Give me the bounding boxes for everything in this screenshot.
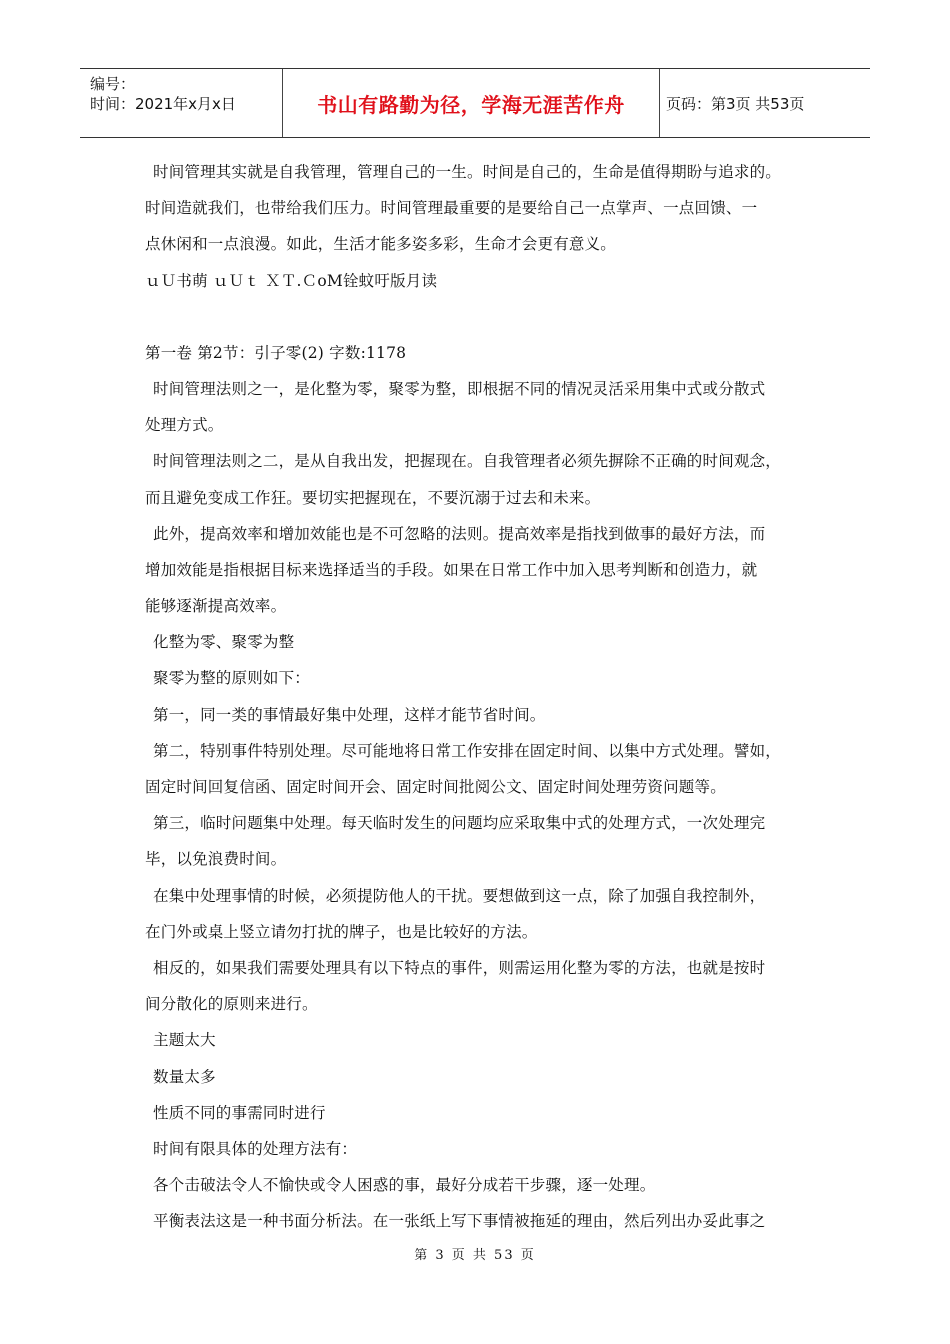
text-line: 固定时间回复信函、固定时间开会、固定时间批阅公文、固定时间处理劳资问题等。	[145, 778, 726, 796]
text-line: 毕，以免浪费时间。	[145, 850, 287, 869]
text-line: 相反的，如果我们需要处理具有以下特点的事件，则需运用化整为零的方法，也就是按时	[153, 958, 766, 977]
document-date: 时间：2021年x月x日	[90, 95, 236, 113]
header-meta-cell	[80, 69, 282, 137]
text-line: 时间管理法则之二，是从自我出发，把握现在。自我管理者必须先摒除不正确的时间观念，	[153, 452, 782, 471]
text-line: 第三，临时问题集中处理。每天临时发生的问题均应采取集中式的处理方式，一次处理完	[153, 814, 766, 833]
text-line: 点休闲和一点浪漫。如此，生活才能多姿多彩，生命才会更有意义。	[145, 235, 617, 254]
text-line: 在集中处理事情的时候，必须提防他人的干扰。要想做到这一点，除了加强自我控制外，	[153, 886, 766, 905]
text-line: 能够逐渐提高效率。	[145, 597, 287, 616]
page-header	[80, 68, 870, 138]
text-line: 增加效能是指根据目标来选择适当的手段。如果在日常工作中加入思考判断和创造力，就	[145, 560, 758, 579]
text-line: 处理方式。	[145, 416, 224, 435]
text-line: 时间管理法则之一，是化整为零，聚零为整，即根据不同的情况灵活采用集中式或分散式	[153, 379, 766, 398]
text-line: 性质不同的事需同时进行	[153, 1103, 326, 1122]
blank-line	[145, 299, 825, 335]
text-line: 此外，提高效率和增加效能也是不可忽略的法则。提高效率是指找到做事的最好方法，而	[153, 524, 766, 543]
text-line: 聚零为整的原则如下：	[153, 669, 311, 688]
header-page-info: 页码：第3页 共53页	[666, 94, 805, 113]
text-line: 数量太多	[153, 1067, 216, 1086]
page-footer: 第 3 页 共 53 页	[414, 1248, 536, 1263]
text-line: 第一，同一类的事情最好集中处理，这样才能节省时间。	[153, 705, 546, 724]
text-line: 各个击破法令人不愉快或令人困惑的事，最好分成若干步骤，逐一处理。	[153, 1176, 656, 1195]
text-line: 化整为零、聚零为整	[153, 633, 295, 652]
text-line: ｕＵ书萌 ｕＵｔ ＸＴ.ＣoM铨蚊吁版月读	[145, 271, 438, 290]
text-line: 间分散化的原则来进行。	[145, 995, 318, 1014]
text-line: 主题太大	[153, 1031, 216, 1050]
text-line: 第二，特别事件特别处理。尽可能地将日常工作安排在固定时间、以集中方式处理。譬如，	[153, 741, 782, 760]
header-motto: 书山有路勤为径，学海无涯苦作舟	[317, 92, 625, 117]
text-line: 时间造就我们，也带给我们压力。时间管理最重要的是要给自己一点掌声、一点回馈、一	[145, 199, 758, 218]
document-id-label: 编号：	[90, 75, 136, 93]
text-line: 而且避免变成工作狂。要切实把握现在，不要沉溺于过去和未来。	[145, 488, 601, 507]
body-text	[145, 154, 825, 1239]
text-line: 时间管理其实就是自我管理，管理自己的一生。时间是自己的，生命是值得期盼与追求的。	[153, 163, 782, 181]
text-line: 时间有限具体的处理方法有：	[153, 1139, 358, 1158]
text-line: 在门外或桌上竖立请勿打扰的牌子，也是比较好的方法。	[145, 922, 538, 941]
text-line: 平衡表法这是一种书面分析法。在一张纸上写下事情被拖延的理由，然后列出办妥此事之	[153, 1212, 766, 1231]
text-line: 第一卷 第2节：引子零(2) 字数:1178	[145, 343, 407, 362]
